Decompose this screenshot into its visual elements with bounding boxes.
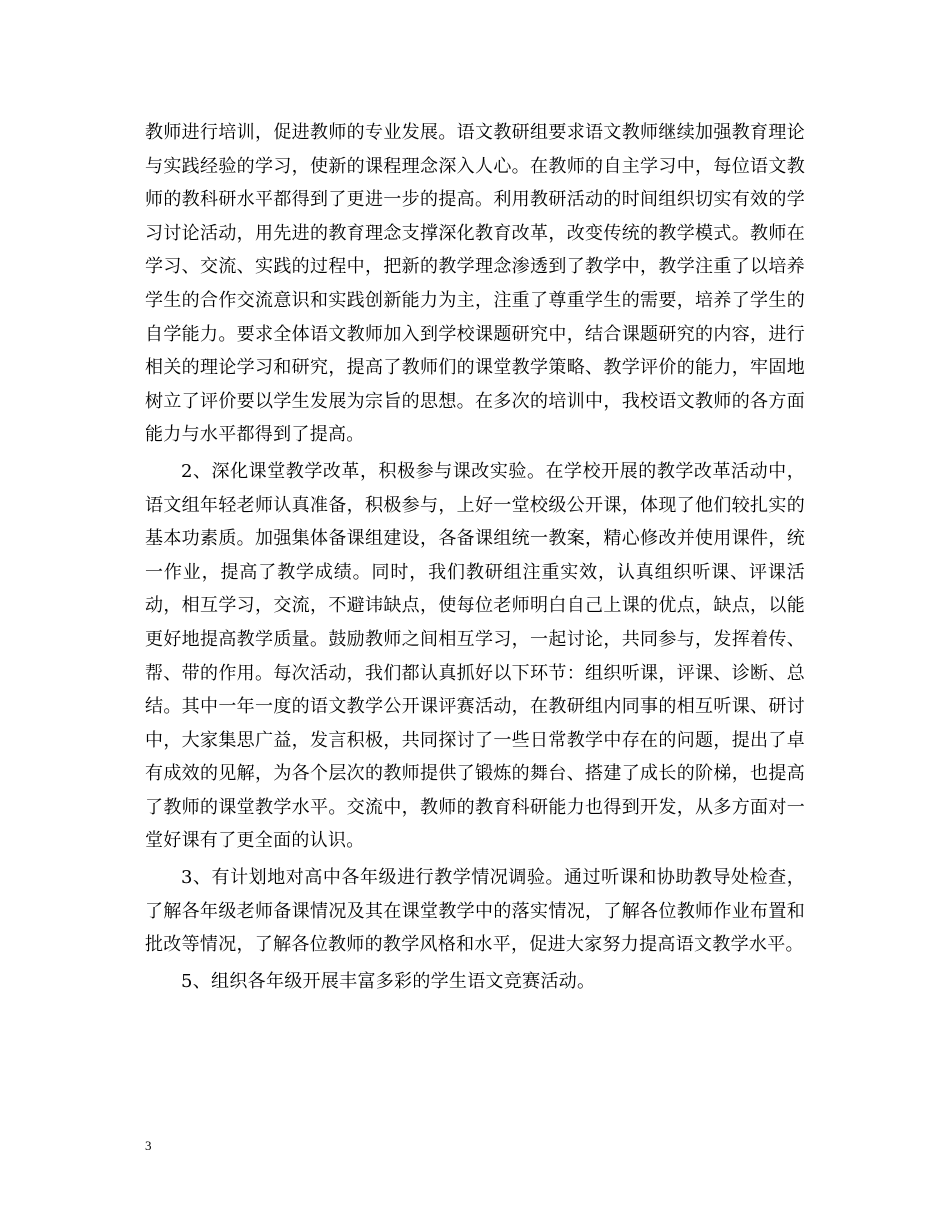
paragraph-item-3: 3、有计划地对高中各年级进行教学情况调验。通过听课和协助教导处检查，了解各年级老师备课情况及其在课堂教学中的落实情况，了解各位教师作业布置和批改等情况，了解各位教师的教学风格和水平，促进大家努力提高语文教学水平。 — [145, 867, 805, 956]
paragraph-teacher-training: 教师进行培训，促进教师的专业发展。语文教研组要求语文教师继续加强教育理论与实践经验的学习，使新的课程理念深入人心。在教师的自主学习中，每位语文教师的教科研水平都得到了更进一步的提高。利用教研活动的时间组织切实有效的学习讨论活动，用先进的教育理念支撑深化教育改革，改变传统的教学模式。教师在学习、交流、实践的过程中，把新的教学理念渗透到了教学中，教学注重了以培养学生的合作交流意识和实践创新能力为主，注重了尊重学生的需要，培养了学生的自学能力。要求全体语文教师加入到学校课题研究中，结合课题研究的内容，进行相关的理论学习和研究，提高了教师们的课堂教学策略、教学评价的能力，牢固地树立了评价要以学生发展为宗旨的思想。在多次的培训中，我校语文教师的各方面能力与水平都得到了提高。 — [145, 122, 805, 446]
paragraph-item-2: 2、深化课堂教学改革，积极参与课改实验。在学校开展的教学改革活动中，语文组年轻老师认真准备，积极参与，上好一堂校级公开课，体现了他们较扎实的基本功素质。加强集体备课组建设，各备课组统一教案，精心修改并使用课件，统一作业，提高了教学成绩。同时，我们教研组注重实效，认真组织听课、评课活动，相互学习，交流，不避讳缺点，使每位老师明白自己上课的优点，缺点，以能更好地提高教学质量。鼓励教师之间相互学习，一起讨论，共同参与，发挥着传、帮、带的作用。每次活动，我们都认真抓好以下环节：组织听课，评课、诊断、总结。其中一年一度的语文教学公开课评赛活动，在教研组内同事的相互听课、研讨中，大家集思广益，发言积极，共同探讨了一些日常教学中存在的问题，提出了卓有成效的见解，为各个层次的教师提供了锻炼的舞台、搭建了成长的阶梯，也提高了教师的课堂教学水平。交流中，教师的教育科研能力也得到开发，从多方面对一堂好课有了更全面的认识。 — [145, 460, 805, 852]
page-number: 3 — [145, 1138, 152, 1153]
document-body — [145, 116, 805, 1001]
paragraph-item-5: 5、组织各年级开展丰富多彩的学生语文竞赛活动。 — [181, 970, 596, 992]
